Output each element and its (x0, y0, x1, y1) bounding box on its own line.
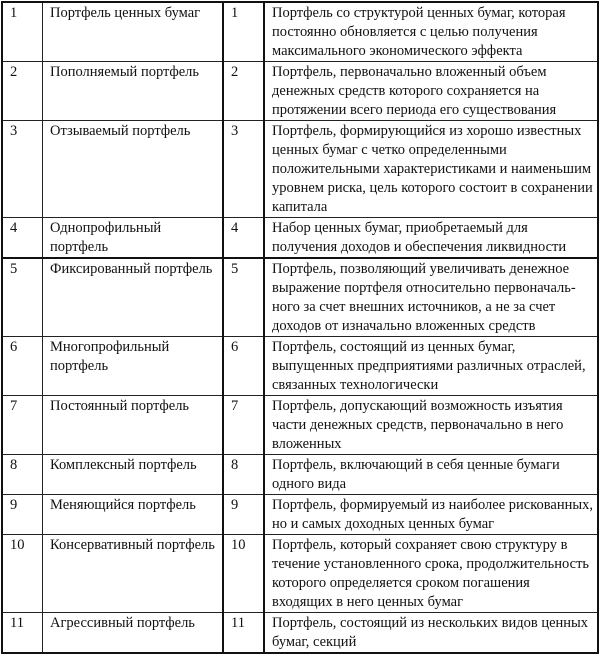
table-row (2, 62, 598, 121)
definition-cell: Портфель, допускающий возможность изъятия части денежных средств, первоначально в него вложенных (264, 396, 598, 455)
table-row (2, 258, 598, 337)
table-row (2, 455, 598, 495)
definition-cell: Портфель, первоначально вложенный объем денежных средств которого сохраняется на протяжении всего периода его существования (264, 62, 598, 121)
left-number-cell: 1 (2, 2, 43, 62)
term-cell: Портфель ценных бумаг (43, 2, 224, 62)
table-row (2, 121, 598, 218)
term-cell: Меняющийся портфель (43, 495, 224, 535)
table-row (2, 337, 598, 396)
left-number-cell: 9 (2, 495, 43, 535)
table-row (2, 535, 598, 613)
right-number-cell: 8 (223, 455, 264, 495)
right-number-cell: 9 (223, 495, 264, 535)
right-number-cell: 2 (223, 62, 264, 121)
left-number-cell: 5 (2, 258, 43, 337)
term-cell: Комплексный портфель (43, 455, 224, 495)
right-number-cell: 3 (223, 121, 264, 218)
right-number-cell: 11 (223, 613, 264, 654)
matching-table (1, 1, 599, 654)
definition-cell: Портфель, формирующийся из хорошо известных ценных бумаг с четко определенными положительными характеристиками и наименьшим уровнем риска, цель которого состоит в сохранении капитала (264, 121, 598, 218)
table-row (2, 613, 598, 654)
right-number-cell: 7 (223, 396, 264, 455)
definition-cell: Портфель, формируемый из наиболее рискованных, но и самых доходных ценных бумаг (264, 495, 598, 535)
table-row (2, 396, 598, 455)
left-number-cell: 2 (2, 62, 43, 121)
term-cell: Консервативный портфель (43, 535, 224, 613)
left-number-cell: 8 (2, 455, 43, 495)
right-number-cell: 6 (223, 337, 264, 396)
left-number-cell: 11 (2, 613, 43, 654)
term-cell: Отзываемый портфель (43, 121, 224, 218)
table-row (2, 2, 598, 62)
term-cell: Пополняемый портфель (43, 62, 224, 121)
definition-cell: Портфель, включающий в себя ценные бумаги одного вида (264, 455, 598, 495)
right-number-cell: 4 (223, 218, 264, 259)
right-number-cell: 1 (223, 2, 264, 62)
term-cell: Фиксированный портфель (43, 258, 224, 337)
left-number-cell: 3 (2, 121, 43, 218)
term-cell: Постоянный портфель (43, 396, 224, 455)
definition-cell: Набор ценных бумаг, приобретаемый для получения доходов и обеспечения ликвидности (264, 218, 598, 259)
table-row (2, 495, 598, 535)
table-row (2, 218, 598, 259)
right-number-cell: 10 (223, 535, 264, 613)
definition-cell: Портфель, состоящий из ценных бумаг, выпущенных предприятиями различных отраслей, связанных технологически (264, 337, 598, 396)
left-number-cell: 10 (2, 535, 43, 613)
term-cell: Однопрофильный портфель (43, 218, 224, 259)
table-body (2, 2, 598, 653)
definition-cell: Портфель, который сохраняет свою структуру в течение установленного срока, продолжительность которого определяется сроком погашения входящих в него ценных бумаг (264, 535, 598, 613)
definition-cell: Портфель, позволяющий увеличивать денежное выражение портфеля относительно первоначаль-ного за счет внешних источников, а не за счет доходов от изначально вложенных средств (264, 258, 598, 337)
definition-cell: Портфель, состоящий из нескольких видов ценных бумаг, секций (264, 613, 598, 654)
definition-cell: Портфель со структурой ценных бумаг, которая постоянно обновляется с целью получения максимального экономического эффекта (264, 2, 598, 62)
term-cell: Многопрофильный портфель (43, 337, 224, 396)
term-cell: Агрессивный портфель (43, 613, 224, 654)
left-number-cell: 4 (2, 218, 43, 259)
left-number-cell: 7 (2, 396, 43, 455)
right-number-cell: 5 (223, 258, 264, 337)
left-number-cell: 6 (2, 337, 43, 396)
